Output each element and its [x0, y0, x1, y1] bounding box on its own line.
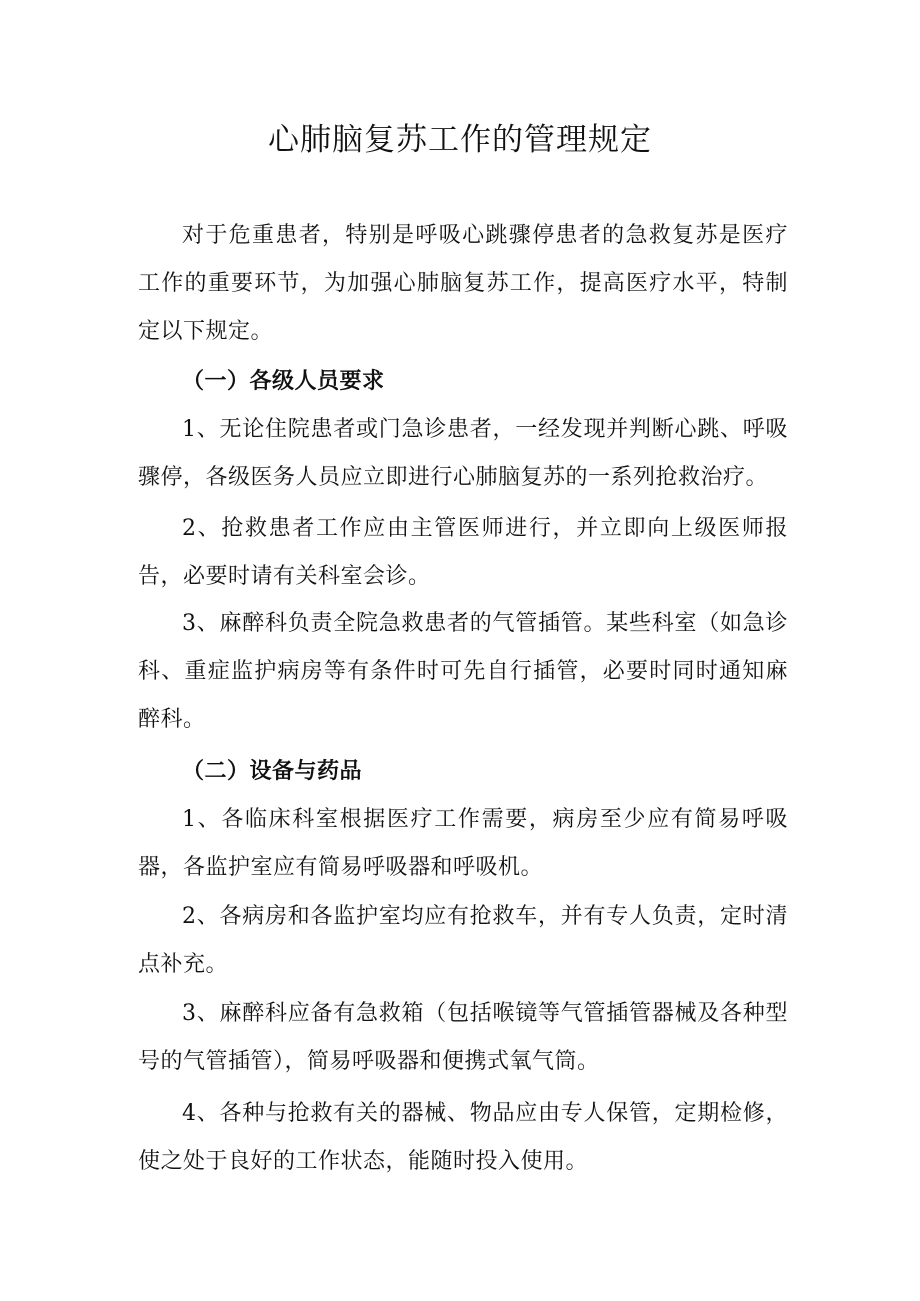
intro-paragraph: 对于危重患者，特别是呼吸心跳骤停患者的急救复苏是医疗工作的重要环节，为加强心肺脑复苏工作，提高医疗水平，特制定以下规定。 [138, 223, 788, 344]
section-heading-personnel: （一）各级人员要求 [182, 369, 385, 394]
personnel-item-1: 1、无论住院患者或门急诊患者，一经发现并判断心跳、呼吸骤停，各级医务人员应立即进行心肺脑复苏的一系列抢救治疗。 [138, 417, 788, 490]
equipment-item-4: 4、各种与抢救有关的器械、物品应由专人保管，定期检修，使之处于良好的工作状态，能随时投入使用。 [138, 1101, 788, 1174]
section-heading-equipment: （二）设备与药品 [182, 759, 363, 784]
document-title: 心肺脑复苏工作的管理规定 [268, 122, 652, 158]
equipment-item-3: 3、麻醉科应备有急救箱（包括喉镜等气管插管器械及各种型号的气管插管），简易呼吸器和便携式氧气筒。 [138, 1001, 788, 1074]
equipment-item-1: 1、各临床科室根据医疗工作需要，病房至少应有简易呼吸器，各监护室应有简易呼吸器和呼吸机。 [138, 807, 788, 880]
equipment-item-2: 2、各病房和各监护室均应有抢救车，并有专人负责，定时清点补充。 [138, 904, 788, 977]
personnel-item-2: 2、抢救患者工作应由主管医师进行，并立即向上级医师报告，必要时请有关科室会诊。 [138, 516, 788, 589]
personnel-item-3: 3、麻醉科负责全院急救患者的气管插管。某些科室（如急诊科、重症监护病房等有条件时可先自行插管，必要时同时通知麻醉科。 [138, 611, 788, 732]
